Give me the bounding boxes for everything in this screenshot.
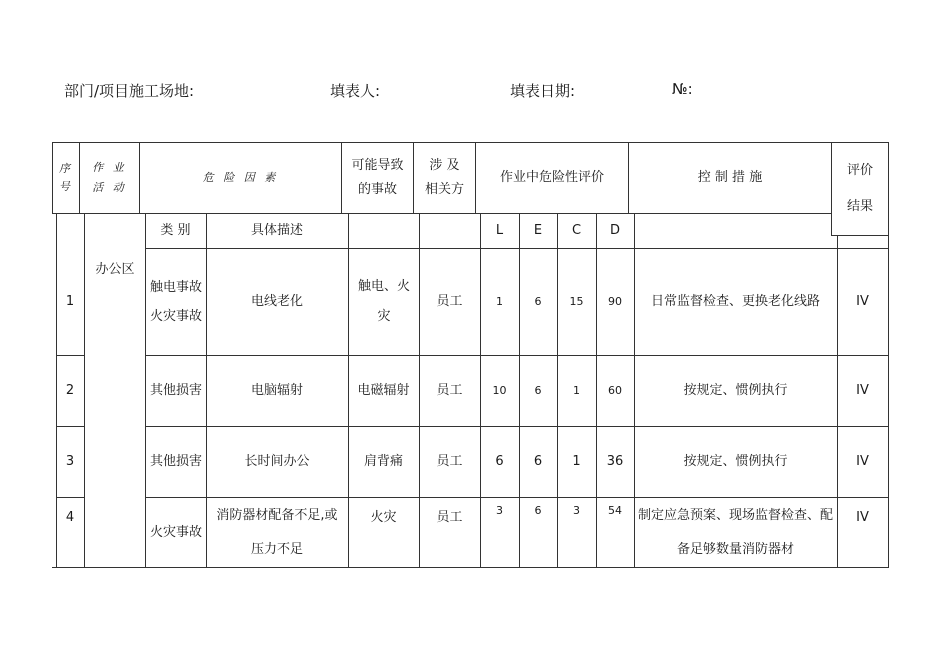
row3-type: 其他损害 xyxy=(149,454,202,469)
row3-no: 3 xyxy=(65,454,75,469)
subheader-e: E xyxy=(533,223,543,238)
row2-type: 其他损害 xyxy=(149,383,202,398)
row1-e: 6 xyxy=(534,295,542,308)
grid-line xyxy=(52,567,889,568)
date-label: 填表日期: xyxy=(510,82,576,100)
row2-result: IV xyxy=(856,383,869,398)
row1-l: 1 xyxy=(496,295,503,308)
row4-result: IV xyxy=(856,510,869,525)
row1-control: 日常监督检查、更换老化线路 xyxy=(650,294,820,309)
row4-no: 4 xyxy=(65,510,75,525)
row3-desc: 长时间办公 xyxy=(244,454,310,469)
row2-l: 10 xyxy=(492,384,507,397)
row4-c: 3 xyxy=(573,504,580,517)
row1-d: 90 xyxy=(608,295,622,308)
subheader-c: C xyxy=(571,223,582,238)
row4-type: 火灾事故 xyxy=(149,524,202,540)
header-hazard: 危 险 因 素 xyxy=(139,142,342,214)
row1-desc: 电线老化 xyxy=(250,294,303,309)
site-label: 部门/项目施工场地: xyxy=(64,82,195,100)
row4-l: 3 xyxy=(496,504,503,517)
row3-result: IV xyxy=(856,454,869,469)
header-control: 控 制 措 施 xyxy=(628,142,832,214)
header-activity: 作 业 活 动 xyxy=(79,142,140,214)
row4-e: 6 xyxy=(534,504,542,517)
subheader-type: 类 别 xyxy=(160,223,191,238)
row1-party: 员工 xyxy=(436,294,463,309)
row3-d: 36 xyxy=(606,454,624,469)
row4-control: 制定应急预案、现场监督检查、配备足够数量消防器材 xyxy=(638,507,834,557)
row1-c: 15 xyxy=(569,295,584,308)
row3-control: 按规定、惯例执行 xyxy=(683,454,788,469)
grid-line xyxy=(145,214,146,568)
filler-label: 填表人: xyxy=(330,82,381,100)
header-result: 评价结果 xyxy=(831,142,889,236)
activity-value: 办公区 xyxy=(95,262,135,277)
row3-c: 1 xyxy=(572,454,581,469)
row4-party: 员工 xyxy=(436,510,463,525)
row4-d: 54 xyxy=(608,504,622,517)
row1-type: 触电事故火灾事故 xyxy=(149,280,202,324)
row3-e: 6 xyxy=(533,454,543,469)
row2-accident: 电磁辐射 xyxy=(357,383,410,398)
header-accident: 可能导致的事故 xyxy=(341,142,414,214)
grid-line xyxy=(888,236,889,568)
grid-line xyxy=(56,497,85,498)
row2-c: 1 xyxy=(573,384,580,397)
row1-no: 1 xyxy=(65,294,75,309)
row1-result: IV xyxy=(856,294,869,309)
row3-party: 员工 xyxy=(436,454,463,469)
row3-l: 6 xyxy=(495,454,504,469)
header-party: 涉 及 相关方 xyxy=(413,142,476,214)
row2-desc: 电脑辐射 xyxy=(250,383,303,398)
subheader-d: D xyxy=(609,223,620,238)
subheader-l: L xyxy=(495,223,504,238)
row4-accident: 火灾 xyxy=(370,510,397,525)
row2-party: 员工 xyxy=(436,383,463,398)
subheader-desc: 具体描述 xyxy=(250,223,303,238)
number-label: №: xyxy=(672,80,693,98)
row4-desc: 消防器材配备不足,或压力不足 xyxy=(216,507,338,557)
row2-control: 按规定、惯例执行 xyxy=(683,383,788,398)
row2-e: 6 xyxy=(534,384,542,397)
row3-accident: 肩背痛 xyxy=(363,454,403,469)
row1-accident: 触电、火灾 xyxy=(357,279,410,324)
row2-d: 60 xyxy=(608,384,622,397)
row2-no: 2 xyxy=(65,383,75,398)
header-seq: 序 号 xyxy=(52,142,80,214)
header-eval: 作业中危险性评价 xyxy=(475,142,629,214)
